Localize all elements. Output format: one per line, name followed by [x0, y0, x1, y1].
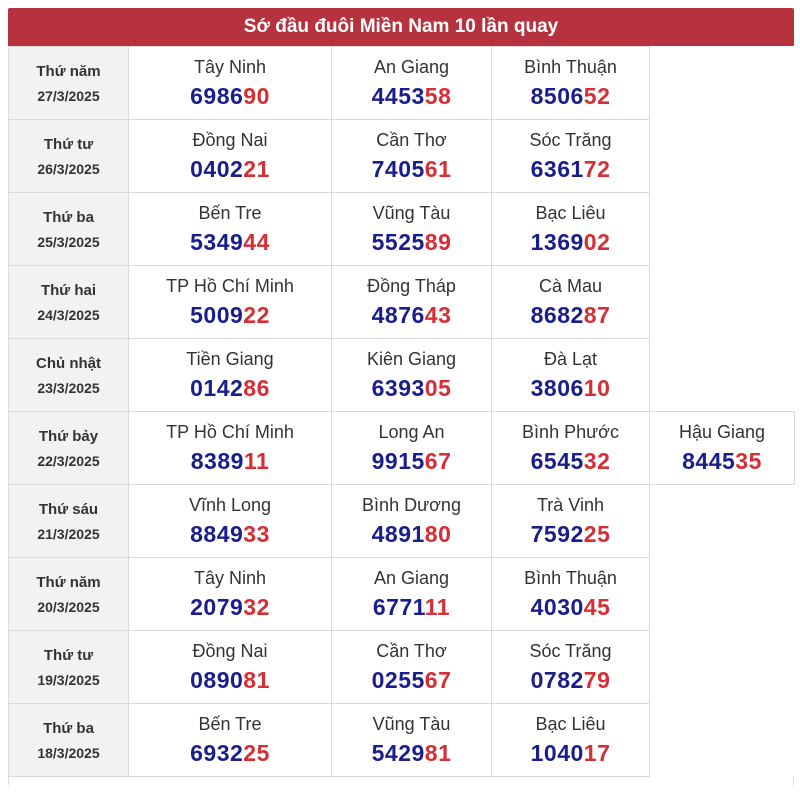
province-name: Bình Thuận — [524, 567, 617, 588]
province-name: Vũng Tàu — [372, 713, 451, 734]
empty-cell — [650, 120, 795, 193]
number-leading-digits: 6545 — [530, 447, 584, 474]
draw-day-cell — [9, 120, 129, 193]
winning-number — [129, 302, 331, 329]
province-result-cell — [492, 266, 650, 339]
province-name: An Giang — [373, 56, 450, 77]
province-name: Sóc Trăng — [529, 129, 612, 150]
table-row — [9, 631, 795, 704]
province-name: TP Hồ Chí Minh — [166, 275, 294, 296]
province-result-cell — [129, 485, 332, 558]
province-result-cell — [129, 266, 332, 339]
province-result-cell — [492, 47, 650, 120]
empty-cell — [650, 339, 795, 412]
number-leading-digits: 9915 — [371, 447, 425, 474]
number-tail-digits: 67 — [424, 666, 452, 693]
province-result-cell — [492, 339, 650, 412]
draw-day-cell — [9, 631, 129, 704]
winning-number — [129, 83, 331, 110]
province-name: Tây Ninh — [193, 567, 267, 588]
province-name: Tây Ninh — [193, 56, 267, 77]
number-leading-digits: 0890 — [190, 666, 244, 693]
number-leading-digits: 4030 — [530, 593, 584, 620]
number-leading-digits: 8445 — [682, 447, 736, 474]
province-result-cell — [129, 631, 332, 704]
province-result-cell — [332, 485, 492, 558]
number-tail-digits: 87 — [583, 301, 611, 328]
province-result-cell — [492, 558, 650, 631]
province-name: Long An — [378, 421, 445, 442]
province-name: Kiên Giang — [366, 348, 457, 369]
weekday-label: Thứ năm — [36, 573, 101, 591]
draw-date: 24/3/2025 — [37, 306, 100, 323]
winning-number — [129, 521, 331, 548]
number-tail-digits: 89 — [424, 228, 452, 255]
number-leading-digits: 7405 — [371, 155, 425, 182]
province-result-cell — [332, 631, 492, 704]
empty-cell — [650, 485, 795, 558]
table-row — [9, 120, 795, 193]
draw-date: 22/3/2025 — [37, 452, 100, 469]
province-result-cell — [129, 704, 332, 777]
number-tail-digits: 80 — [424, 520, 452, 547]
weekday-label: Thứ năm — [36, 62, 101, 80]
province-result-cell — [650, 412, 795, 485]
empty-cell — [650, 558, 795, 631]
number-leading-digits: 0255 — [371, 666, 425, 693]
province-name: Hậu Giang — [678, 421, 766, 442]
weekday-label: Thứ sáu — [38, 500, 99, 518]
table-row — [9, 339, 795, 412]
number-tail-digits: 86 — [243, 374, 270, 401]
number-tail-digits: 25 — [583, 520, 611, 547]
empty-cell — [650, 631, 795, 704]
number-tail-digits: 45 — [583, 593, 611, 620]
province-name: Đồng Nai — [192, 129, 268, 150]
table-row — [9, 193, 795, 266]
province-result-cell — [129, 47, 332, 120]
province-name: Bạc Liêu — [535, 202, 606, 223]
number-leading-digits: 4453 — [371, 82, 425, 109]
empty-cell — [650, 47, 795, 120]
province-result-cell — [332, 412, 492, 485]
winning-number — [332, 594, 491, 621]
province-result-cell — [332, 47, 492, 120]
number-leading-digits: 2079 — [190, 593, 244, 620]
province-name: Bến Tre — [198, 713, 262, 734]
number-tail-digits: 11 — [243, 447, 270, 474]
number-leading-digits: 0782 — [530, 666, 584, 693]
number-leading-digits: 0142 — [190, 374, 244, 401]
number-tail-digits: 32 — [243, 593, 270, 620]
weekday-label: Thứ tư — [43, 135, 94, 153]
number-leading-digits: 6932 — [190, 739, 244, 766]
province-name: Cần Thơ — [376, 640, 447, 661]
number-tail-digits: 05 — [424, 374, 452, 401]
number-leading-digits: 0402 — [190, 155, 244, 182]
province-name: Đà Lạt — [543, 348, 598, 369]
number-tail-digits: 79 — [583, 666, 611, 693]
number-leading-digits: 7592 — [530, 520, 584, 547]
province-name: Trà Vinh — [536, 494, 605, 515]
draw-date: 21/3/2025 — [37, 525, 100, 542]
weekday-label: Thứ ba — [43, 719, 94, 737]
number-tail-digits: 22 — [243, 301, 270, 328]
empty-cell — [650, 266, 795, 339]
results-table — [8, 46, 795, 777]
weekday-label: Thứ hai — [40, 281, 97, 299]
number-tail-digits: 81 — [424, 739, 452, 766]
weekday-label: Thứ bảy — [38, 427, 99, 445]
table-row — [9, 704, 795, 777]
number-leading-digits: 6771 — [372, 593, 425, 620]
province-result-cell — [129, 120, 332, 193]
winning-number — [332, 740, 491, 767]
number-tail-digits: 21 — [243, 155, 270, 182]
table-row — [9, 485, 795, 558]
number-leading-digits: 4876 — [371, 301, 425, 328]
province-result-cell — [332, 266, 492, 339]
winning-number — [129, 667, 331, 694]
province-result-cell — [332, 704, 492, 777]
winning-number — [129, 448, 331, 475]
province-result-cell — [129, 558, 332, 631]
winning-number — [129, 594, 331, 621]
empty-cell — [650, 193, 795, 266]
winning-number — [129, 740, 331, 767]
number-tail-digits: 02 — [583, 228, 611, 255]
province-name: Đồng Tháp — [367, 275, 456, 296]
draw-day-cell — [9, 485, 129, 558]
number-tail-digits: 35 — [735, 447, 762, 474]
province-name: Đồng Nai — [192, 640, 268, 661]
table-bottom-edge — [8, 777, 794, 785]
province-name: Bình Dương — [362, 494, 461, 515]
empty-cell — [650, 704, 795, 777]
number-leading-digits: 5009 — [190, 301, 244, 328]
province-result-cell — [492, 193, 650, 266]
province-result-cell — [492, 412, 650, 485]
draw-date: 20/3/2025 — [37, 598, 100, 615]
table-title: Sớ đầu đuôi Miền Nam 10 lần quay — [8, 8, 794, 46]
number-tail-digits: 90 — [243, 82, 270, 109]
number-leading-digits: 8506 — [530, 82, 584, 109]
winning-number — [332, 667, 491, 694]
province-name: Cần Thơ — [376, 129, 447, 150]
number-tail-digits: 67 — [424, 447, 452, 474]
winning-number — [650, 448, 794, 475]
number-tail-digits: 58 — [424, 82, 452, 109]
draw-day-cell — [9, 266, 129, 339]
winning-number — [332, 83, 491, 110]
number-leading-digits: 6393 — [371, 374, 425, 401]
draw-day-cell — [9, 412, 129, 485]
province-result-cell — [129, 193, 332, 266]
number-leading-digits: 8389 — [190, 447, 244, 474]
province-result-cell — [332, 339, 492, 412]
province-name: Sóc Trăng — [529, 640, 612, 661]
winning-number — [332, 229, 491, 256]
number-leading-digits: 5429 — [371, 739, 425, 766]
province-result-cell — [332, 193, 492, 266]
province-name: Tiền Giang — [186, 348, 274, 369]
number-tail-digits: 72 — [583, 155, 611, 182]
draw-day-cell — [9, 193, 129, 266]
winning-number — [332, 156, 491, 183]
winning-number — [332, 302, 491, 329]
number-leading-digits: 8682 — [530, 301, 584, 328]
province-name: Cà Mau — [538, 275, 603, 296]
province-result-cell — [492, 704, 650, 777]
number-leading-digits: 1369 — [530, 228, 584, 255]
number-tail-digits: 11 — [424, 593, 451, 620]
winning-number — [332, 375, 491, 402]
province-result-cell — [332, 120, 492, 193]
number-tail-digits: 25 — [243, 739, 270, 766]
winning-number — [492, 229, 649, 256]
winning-number — [332, 521, 491, 548]
number-tail-digits: 52 — [583, 82, 611, 109]
province-name: TP Hồ Chí Minh — [166, 421, 294, 442]
draw-date: 25/3/2025 — [37, 233, 100, 250]
province-result-cell — [129, 412, 332, 485]
draw-day-cell — [9, 47, 129, 120]
number-tail-digits: 61 — [424, 155, 452, 182]
winning-number — [129, 229, 331, 256]
winning-number — [492, 594, 649, 621]
number-leading-digits: 8849 — [190, 520, 244, 547]
number-leading-digits: 5349 — [190, 228, 244, 255]
province-name: Bình Phước — [522, 421, 619, 442]
results-table-body — [9, 47, 795, 777]
number-tail-digits: 32 — [583, 447, 611, 474]
winning-number — [129, 156, 331, 183]
draw-date: 18/3/2025 — [37, 744, 100, 761]
number-leading-digits: 6986 — [190, 82, 244, 109]
draw-date: 23/3/2025 — [37, 379, 100, 396]
province-name: Bạc Liêu — [535, 713, 606, 734]
province-name: Vũng Tàu — [372, 202, 451, 223]
province-result-cell — [492, 631, 650, 704]
table-row — [9, 412, 795, 485]
winning-number — [492, 521, 649, 548]
winning-number — [492, 375, 649, 402]
winning-number — [492, 448, 649, 475]
lottery-results-panel — [8, 8, 794, 785]
winning-number — [492, 302, 649, 329]
number-leading-digits: 5525 — [371, 228, 425, 255]
table-row — [9, 558, 795, 631]
number-tail-digits: 10 — [583, 374, 611, 401]
number-tail-digits: 17 — [583, 739, 611, 766]
province-result-cell — [129, 339, 332, 412]
province-result-cell — [332, 558, 492, 631]
table-row — [9, 266, 795, 339]
winning-number — [492, 740, 649, 767]
number-tail-digits: 33 — [243, 520, 270, 547]
number-leading-digits: 3806 — [530, 374, 584, 401]
province-result-cell — [492, 485, 650, 558]
number-leading-digits: 4891 — [371, 520, 425, 547]
number-leading-digits: 6361 — [530, 155, 584, 182]
province-name: An Giang — [373, 567, 450, 588]
draw-date: 27/3/2025 — [37, 87, 100, 104]
winning-number — [492, 156, 649, 183]
province-name: Bến Tre — [198, 202, 262, 223]
weekday-label: Chủ nhật — [36, 354, 101, 372]
draw-date: 26/3/2025 — [37, 160, 100, 177]
province-name: Vĩnh Long — [188, 494, 272, 515]
draw-day-cell — [9, 704, 129, 777]
winning-number — [492, 667, 649, 694]
number-tail-digits: 43 — [424, 301, 452, 328]
province-name: Bình Thuận — [524, 56, 617, 77]
number-tail-digits: 81 — [243, 666, 270, 693]
winning-number — [129, 375, 331, 402]
winning-number — [332, 448, 491, 475]
province-result-cell — [492, 120, 650, 193]
draw-day-cell — [9, 558, 129, 631]
draw-day-cell — [9, 339, 129, 412]
number-leading-digits: 1040 — [530, 739, 584, 766]
number-tail-digits: 44 — [243, 228, 270, 255]
weekday-label: Thứ tư — [43, 646, 94, 664]
draw-date: 19/3/2025 — [37, 671, 100, 688]
table-row — [9, 47, 795, 120]
weekday-label: Thứ ba — [43, 208, 94, 226]
winning-number — [492, 83, 649, 110]
